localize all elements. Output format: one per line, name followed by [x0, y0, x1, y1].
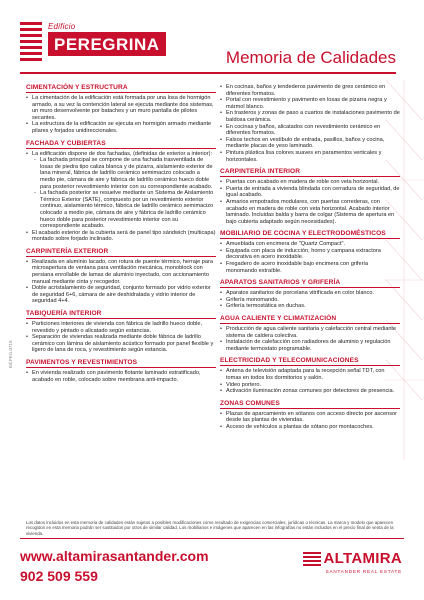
section-list	[220, 241, 400, 274]
section-heading: AGUA CALIENTE Y CLIMATIZACIÓN	[220, 315, 400, 324]
section	[220, 279, 400, 310]
section	[220, 400, 400, 431]
section-heading: FACHADA Y CUBIERTAS	[26, 140, 216, 149]
list-item: • Doble acristalamiento de seguridad, conjunto formado por vidrio exterior de seguridad 6+6, cámara de aire deshidratada y vidrio interior de seguridad 4+4.	[26, 285, 216, 305]
side-code: Ed.PEG.0710	[8, 340, 13, 368]
title-divider	[20, 72, 396, 74]
list-item: • Fregadero de acero inoxidable bajo encimera con grifería monomando extraíble.	[220, 261, 400, 274]
section-heading: PAVIMENTOS Y REVESTIMIENTOS	[26, 359, 216, 368]
section	[26, 84, 216, 135]
list-item: • Grifería termostática en duchas.	[220, 303, 400, 310]
section-list	[26, 321, 216, 354]
list-item: • Equipada con placa de inducción, horno y campana extractora decorativa en acero inoxidable.	[220, 248, 400, 261]
section-heading: ELECTRICIDAD Y TELECOMUNICACIONES	[220, 357, 400, 366]
list-item: • En cocinas y baños, alicatados con revestimiento cerámico en diferentes formatos.	[220, 124, 400, 137]
phone-number: 902 509 559	[20, 568, 98, 584]
list-item: • La cimentación de la edificación está formada por una losa de hormigón armado, a su vez la contención lateral se ejecuta mediante dos sistemas, un muro desenvolvente por bataches y un muro pantalla de pilotes secantes.	[26, 95, 216, 121]
section-heading: TABIQUERÍA INTERIOR	[26, 310, 216, 319]
section-list	[220, 326, 400, 352]
list-item: • Puerta de entrada a vivienda blindada con cerradura de seguridad, de igual acabado.	[220, 186, 400, 199]
list-item: • La estructura de la edificación se ejecuta en hormigón armado mediante pilares y forjados unidireccionales.	[26, 121, 216, 134]
list-item: • Portal con revestimiento y pavimento en losas de pizarra negra y mármol blanco.	[220, 97, 400, 110]
website-link[interactable]: www.altamirasantander.com	[20, 548, 209, 564]
company-subtitle: SANTANDER REAL ESTATE	[325, 569, 402, 574]
left-column	[26, 84, 216, 388]
list-item: • Acceso de vehículos a plantas de sótano por montacoches.	[220, 424, 400, 431]
section-heading: CARPINTERÍA INTERIOR	[220, 168, 400, 177]
section-list	[220, 179, 400, 225]
list-item: • Plazas de aparcamiento en sótanos con acceso directo por ascensor desde las plantas de viviendas.	[220, 411, 400, 424]
altamira-logo-icon	[303, 552, 321, 566]
section	[220, 315, 400, 352]
logo-name: PEREGRINA	[48, 32, 166, 56]
list-item: • Falsos techos en vestíbulo de entrada, pasillos, baños y cocina, mediante placas de yeso laminado.	[220, 137, 400, 150]
list-item: • Separación de viviendas realizada mediante doble fábrica de ladrillo cerámico con lámina de aislamiento acústico formado por panel flexible y ligero de lana de roca, y revestimiento según estancia.	[26, 334, 216, 354]
building-logo-icon	[20, 22, 42, 62]
section-list	[220, 411, 400, 431]
section	[26, 359, 216, 383]
list-item: • Grifería monomando.	[220, 297, 400, 304]
list-item: • Aparatos sanitarios de porcelana vitrificada en color blanco.	[220, 290, 400, 297]
header	[0, 0, 424, 78]
list-item: • En cocinas, baños y tendederos pavimento de gres cerámico en diferentes formatos.	[220, 84, 400, 97]
peregrina-logo	[20, 18, 172, 66]
section	[26, 248, 216, 305]
section-heading: CARPINTERÍA EXTERIOR	[26, 248, 216, 257]
altamira-logo	[303, 550, 403, 574]
list-item: - La fachada posterior se resuelve mediante un Sistema de Aislamiento Térmico Exterior (SATE), compuesto por un revestimiento exterior continuo, aislamiento térmico, fábrica de ladrillo cerámico semimacizo colocado a medio pie, cámara de aire y fábrica de ladrillo cerámico hueco doble para posterior revestimiento interior con su correspondiente acabado.	[26, 190, 216, 230]
list-item: • Amueblada con encimera de "Quartz Compact".	[220, 241, 400, 248]
list-item: • El acabado exterior de la cubierta será de panel tipo sándwich (multicapa) montado sobre forjado inclinado.	[26, 230, 216, 243]
section-heading: CIMENTACIÓN Y ESTRUCTURA	[26, 84, 216, 93]
list-item: • Antena de televisión adaptada para la recepción señal TDT, con tomas en todos los dormitorios y salón.	[220, 368, 400, 381]
list-item: • Video portero.	[220, 382, 400, 389]
section-list	[220, 368, 400, 394]
section	[220, 357, 400, 394]
list-item: • Activación iluminación zonas comunes por detectores de presencia.	[220, 388, 400, 395]
list-item: • Instalación de calefacción con radiadores de aluminio y regulación mediante termostato programable.	[220, 339, 400, 352]
footer-divider	[20, 538, 404, 539]
section-list	[220, 84, 400, 163]
right-column	[220, 84, 400, 436]
section-heading: MOBILIARIO DE COCINA Y ELECTRODOMÉSTICOS	[220, 230, 400, 239]
section	[220, 84, 400, 163]
section-heading: APARATOS SANITARIOS Y GRIFERÍA	[220, 279, 400, 288]
disclaimer: Los datos incluidos en esta memoria de calidades están sujetos a posibles modificaciones como resultado de exigencias comerciales, jurídicas o técnicas. La marca y modelo que aparecen recogidos en esta memoria podrán ser sustituidos por otros de similar calidad. Los mobiliarios e imágenes que aparecen en las infografías no están incluidos en el precio final de venta de la vivienda.	[26, 520, 394, 536]
section	[220, 230, 400, 274]
list-item: • Pintura plástica lisa colores suaves en paramentos verticales y horizontales.	[220, 150, 400, 163]
section-list	[26, 151, 216, 243]
footer	[0, 538, 424, 600]
list-item: • Armarios empotrados modulares, con puertas correderas, con acabado en madera de roble con veta horizontal. Acabado interior laminado. Incluidas balda y barra de colgar (Sistema de apertura en bajo cubierta adaptado según necesidades).	[220, 199, 400, 225]
section-list	[26, 370, 216, 383]
section	[220, 168, 400, 225]
list-item: • Particiones interiores de vivienda con fábrica de ladrillo hueco doble, revestido y pintado o alicatado según estancias.	[26, 321, 216, 334]
company-name: ALTAMIRA	[323, 550, 402, 568]
section	[26, 140, 216, 243]
list-item: • En trasteros y zonas de paso a cuartos de instalaciones pavimento de baldosa cerámica.	[220, 110, 400, 123]
section-heading: ZONAS COMUNES	[220, 400, 400, 409]
list-item: • La edificación dispone de dos fachadas, (definidas de exterior a interior):	[26, 151, 216, 158]
section-list	[26, 95, 216, 135]
logo-subtitle: Edificio	[48, 22, 76, 31]
section-list	[26, 259, 216, 305]
list-item: - La fachada principal se compone de una fachada trasventilada de losas de piedra tipo caliza blanca y de pizarra, aislamiento exterior de lana mineral, fábrica de ladrillo cerámico semimacizo colocado a medio pie, cámara de aire y fábrica de ladrillo cerámico hueco doble para posterior revestimiento interior con su correspondiente acabado.	[26, 157, 216, 190]
list-item: • Puertas con acabado en madera de roble con veta horizontal.	[220, 179, 400, 186]
section	[26, 310, 216, 354]
list-item: • Realizada en aluminio lacado, con rotura de puente térmico, herraje para microapertura de ventana para ventilación mecánica, monoblock con persiana enrollable de lamas de aluminio inyectado, con accionamiento manual mediante cinta y recogedor.	[26, 259, 216, 285]
list-item: • Producción de agua caliente sanitaria y calefacción central mediante sistema de caldera colectiva.	[220, 326, 400, 339]
section-list	[220, 290, 400, 310]
page-title: Memoria de Calidades	[225, 48, 396, 67]
list-item: • En vivienda realizado con pavimento flotante laminado estratificado, acabado en roble, colocado sobre membrana anti-impacto.	[26, 370, 216, 383]
